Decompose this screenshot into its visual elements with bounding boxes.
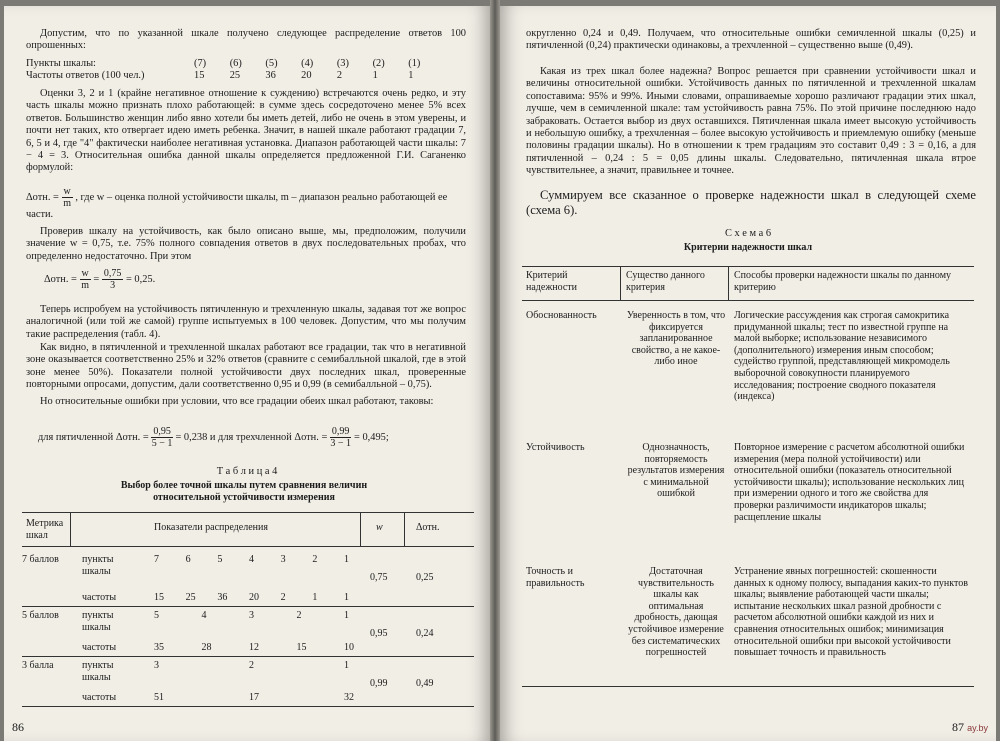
formula-2: Δотн. = $\frac{w}{m}$ = $\frac{0,75}{3}$ = 0,25. [44, 268, 156, 291]
scheme-header-methods: Способы проверки надежности шкалы по данному критерию [734, 270, 952, 293]
table-rule [22, 546, 474, 547]
table-frequency: 12 [249, 642, 259, 653]
response-frequency: 20 [301, 70, 312, 81]
table-scale-point: 3 [280, 554, 286, 565]
scale-point: (3) [336, 58, 349, 69]
paragraph [526, 28, 976, 53]
table-frequency: 2 [280, 592, 286, 603]
scale-point: (7) [194, 58, 207, 69]
scheme-vrule [620, 266, 621, 300]
table-w-value: 0,95 [370, 628, 388, 639]
response-frequency: 36 [265, 70, 276, 81]
table-header-distribution: Показатели распределения [154, 522, 268, 533]
table-metric: 7 баллов [22, 554, 59, 565]
table-metric: 5 баллов [22, 610, 59, 621]
scheme-header-criterion: Критерий надежности [526, 270, 577, 293]
table-w-value: 0,99 [370, 678, 388, 689]
table-scale-point: 5 [217, 554, 223, 565]
text-p2: Оценки 3, 2 и 1 (крайне негативное отношение к суждению) встречаются очень редко, и эту часть шкалы можно признать плохо работающей: в сумме здесь сосредоточено менее 5% всех ответов. Большинство женщин либо явно хотели бы иметь детей, либо не очень в этом уверены, и почти нет таких, кто отвергает идею иметь ребенка. Значит, в нашей шкале работают градации 7, 6, 5 и 4, где "4" фактически наиболее негативная установка. Диапазон работающей части шкалы: 7 − 4 = 3. Относительная ошибка данной шкалы определяется предложенной Г.И. Саганенко формулой: [26, 88, 466, 174]
table-label-freq: частоты [82, 592, 117, 603]
paragraph [26, 226, 466, 263]
left-page [4, 6, 490, 741]
table-frequency: 17 [249, 692, 259, 703]
watermark: ay.by [967, 723, 988, 733]
scheme-rule [522, 266, 974, 267]
table-scale-point: 1 [344, 554, 349, 565]
table-scale-point: 4 [201, 610, 207, 621]
scheme-row-3-methods: Устранение явных погрешностей: скошенности данных к одному полюсу, выпадания каких-то пунктов шкалы; выявление работающей части шкалы; испытание нескольких шкал разной дробности с расчетом абсолютной ошибки каждой из них и сравнения относительных ошибок; минимизация относительной ошибки при высокой устойчивости повышает точность и правильность [734, 566, 968, 659]
table-vrule [70, 512, 71, 546]
table-scale-point: 2 [312, 554, 318, 565]
text-p4: Теперь испробуем на устойчивость пятичленную и трехчленную шкалы, задавая тот же вопрос аналогичной (или той же самой) группе испытуемых в 100 человек. Допустим, что мы получим такие распределения (табл. 4). [26, 304, 466, 340]
table-scale-point: 7 [154, 554, 159, 565]
scheme-vrule [728, 266, 729, 300]
table-frequency: 51 [154, 692, 164, 703]
response-frequency: 25 [229, 70, 241, 81]
formula-lhs: Δотн. = [26, 191, 59, 203]
table-frequency: 28 [201, 642, 212, 653]
table-frequency: 20 [249, 592, 259, 603]
table-frequency: 32 [344, 692, 354, 703]
table-row-rule [22, 606, 474, 607]
text-p6: Но относительные ошибки при условии, что все градации обеих шкал работают, таковы: [40, 396, 434, 407]
scale-point: (1) [408, 58, 421, 69]
table-title: Выбор более точной шкалы путем сравнения величин относительной устойчивости измерения [120, 480, 368, 503]
points-label: Пункты шкалы: [26, 58, 96, 69]
paragraph [26, 28, 466, 53]
table-frequency: 1 [344, 592, 349, 603]
table-scale-point: 5 [154, 610, 159, 621]
page-number: 87 [952, 720, 964, 734]
scale-point: (4) [301, 58, 314, 69]
table-scale-point: 2 [296, 610, 302, 621]
table-label-freq: частоты [82, 692, 117, 703]
response-frequency: 1 [408, 70, 414, 81]
table-scale-point: 3 [249, 610, 254, 621]
scheme-caption: С х е м а 6 [724, 228, 772, 239]
scheme-row-2-essence: Однозначность, повторяемость результатов измерения с минимальной ошибкой [627, 442, 725, 500]
formula-1 [26, 186, 466, 221]
scheme-row-2-criterion: Устойчивость [526, 442, 585, 453]
table-frequency: 15 [154, 592, 164, 603]
table-frequency: 35 [154, 642, 164, 653]
table-label-freq: частоты [82, 642, 117, 653]
table-frequency: 25 [185, 592, 196, 603]
table-scale-point: 2 [249, 660, 254, 671]
freq-label: Частоты ответов (100 чел.) [26, 70, 145, 81]
table-delta-value: 0,25 [416, 572, 434, 583]
text-p1: Допустим, что по указанной шкале получено следующее распределение ответов 100 опрошенных: [26, 28, 466, 52]
table-row-rule [22, 656, 474, 657]
response-frequency: 15 [194, 70, 205, 81]
scale-point: (6) [229, 58, 242, 69]
paragraph [26, 304, 466, 341]
table-rule [22, 512, 474, 513]
table-label-scale: шкалы [82, 622, 111, 633]
book-gutter [490, 0, 500, 741]
paragraph [26, 342, 466, 392]
right-page [500, 6, 996, 741]
table-header-metric: Метрика шкал [26, 518, 64, 541]
scheme-row-1-criterion: Обоснованность [526, 310, 597, 321]
table-metric: 3 балла [22, 660, 54, 671]
table-scale-point: 1 [344, 610, 349, 621]
table-delta-value: 0,49 [416, 678, 434, 689]
scale-point: (5) [265, 58, 278, 69]
table-scale-point: 1 [344, 660, 349, 671]
table-scale-point: 3 [154, 660, 159, 671]
table-header-w: w [376, 522, 383, 533]
text-p2: Какая из трех шкал более надежна? Вопрос решается при сравнении устойчивости шкал и величины относительной ошибки. Устойчивость данных по пятичленной и трехчленной шкалам сопоставима: 95% и 99%. Иными словами, опрашиваемые хорошо различают градации этих шкал, лучше, чем в семичленной шкале: там устойчивость равна 75%. По этой причине последнюю надо забраковать. Остается выбор из двух оставшихся. Пятичленная шкала имеет высокую устойчивость и небольшую ошибку, а трехчленная – более высокую устойчивость и приемлемую ошибку (меньше половины градации шкалы). Но в отношении к трем градациям это составит 0,49 : 3 = 0,16, а для пятичленной – 0,24 : 5 = 0,05 длины шкалы. Следовательно, пятичленная шкала втрое чувствительнее, а значит, правильнее и точнее. [526, 66, 976, 177]
table-frequency: 36 [217, 592, 228, 603]
scheme-row-2-methods: Повторное измерение с расчетом абсолютной ошибки измерения (мера полной устойчивости) или относительной ошибки (показатель относительной устойчивости шкалы); использование нескольких лиц при измерении одного и того же свойства для проверки различимости индикаторов шкалы; расщепление шкалы [734, 442, 965, 523]
table-delta-value: 0,24 [416, 628, 434, 639]
table-frequency: 15 [296, 642, 307, 653]
fraction: $\frac{w}{m}$ [63, 186, 72, 209]
scale-point: (2) [372, 58, 385, 69]
table-header-delta: Δотн. [416, 522, 440, 533]
table-label-scale: шкалы [82, 672, 111, 683]
scheme-rule [522, 300, 974, 301]
text-p5: Как видно, в пятичленной и трехчленной шкалах работают все градации, так что в негативной зоне оказывается соответственно 25% и 32% ответов (сравните с семибалльной шкалой, где в этой зоне менее 50%). Показатели полной устойчивости двух последних шкал, проверенные повторными опросами, допустим, дали соответственно 0,95 и 0,99 (в семибалльной – 0,75). [26, 342, 466, 391]
table-scale-point: 4 [249, 554, 254, 565]
paragraph-summary [526, 188, 976, 218]
text-p3: Проверив шкалу на устойчивость, как было описано выше, мы, предположим, получили значение w = 0,75, т.е. 75% полного совпадения ответов в двух последовательных пробах, что определенно недостаточно. При этом [26, 226, 466, 262]
table-frequency: 10 [344, 642, 354, 653]
table-label-points: пункты [82, 660, 114, 671]
table-caption: Т а б л и ц а 4 [216, 466, 278, 477]
formula-text: , где w – оценка полной устойчивости шкалы, m – диапазон реально работающей ее части. [26, 191, 448, 220]
scheme-title: Критерии надежности шкал [683, 242, 813, 253]
table-label-scale: шкалы [82, 566, 111, 577]
formula-3: для пятичленной Δотн. = $\frac{0,95}{5 - 1}$ = 0,238 и для трехчленной Δотн. = $\frac{0,99}{3 - 1}$ = 0,495; [38, 426, 389, 449]
response-frequency: 2 [336, 70, 343, 81]
table-vrule [360, 512, 361, 546]
scheme-rule [522, 686, 974, 687]
scheme-row-3-essence: Достаточная чувствительность шкалы как оптимальная дробность, дающая устойчивое измерение без систематических погрешностей [628, 566, 724, 659]
table-row-rule [22, 706, 474, 707]
text-p3: Суммируем все сказанное о проверке надежности шкал в следующей схеме (схема 6). [526, 188, 976, 217]
table-label-points: пункты [82, 610, 114, 621]
paragraph [26, 396, 466, 408]
paragraph [26, 88, 466, 175]
response-frequency: 1 [372, 70, 378, 81]
table-label-points: пункты [82, 554, 114, 565]
page-number: 86 [12, 720, 24, 734]
paragraph [526, 66, 976, 178]
text-p1: округленно 0,24 и 0,49. Получаем, что относительные ошибки семичленной шкалы (0,25) и пятичленной (0,24) практически одинаковы, а трехчленной – существенно выше (0,49). [526, 28, 976, 52]
table-w-value: 0,75 [370, 572, 388, 583]
table-frequency: 1 [312, 592, 318, 603]
scheme-row-3-criterion: Точность и правильность [526, 566, 585, 589]
table-scale-point: 6 [185, 554, 191, 565]
scheme-row-1-methods: Логические рассуждения как строгая самокритика придуманной шкалы; тест по известной группе на малой выборке; использование независимого (дополнительного) измерения иным способом; судейство группой, представляющей микромодель выборочной совокупности планируемого исследования; построение сводного показателя (индекса) [734, 310, 950, 403]
scheme-header-essence: Существо данного критерия [626, 270, 705, 293]
table-vrule [404, 512, 405, 546]
scheme-row-1-essence: Уверенность в том, что фиксируется запланированное свойство, а не какое-либо иное [626, 310, 726, 368]
